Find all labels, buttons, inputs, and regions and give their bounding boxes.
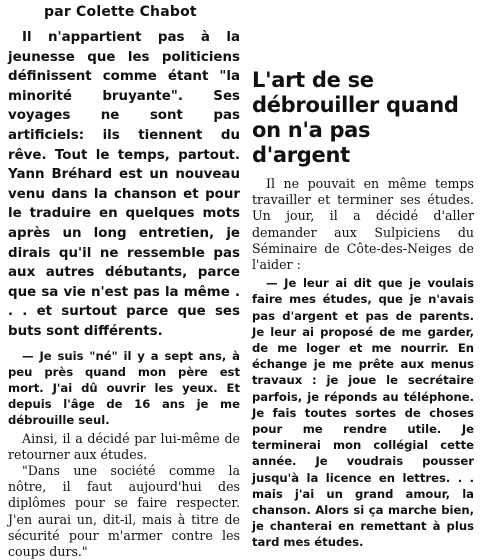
quote-paragraph-1: — Je suis "né" il y a sept ans, à peu près quand mon père est mort. J'ai dû ouvrir les yeux. Et depuis l'âge de 16 ans je me débrouille seul. <box>8 348 240 428</box>
right-column <box>252 4 474 551</box>
byline: par Colette Chabot <box>44 4 197 20</box>
headline: L'art de se débrouiller quand on n'a pas d'argent <box>252 68 459 167</box>
paragraph-il-ne-pouvait: Il ne pouvait en même temps travailler et terminer ses études. Un jour, il a décidé d'aller demander aux Sulpiciens du Séminaire de Côte-des-Neiges de l'aider : <box>252 176 474 273</box>
paragraph-dans-une-societe: "Dans une société comme la nôtre, il faut aujourd'hui des diplômes pour se faire respecter. J'en aurai un, dit-il, mais à titre de sécurité pour m'armer contre les coups durs." <box>8 462 240 559</box>
paragraph-ainsi: Ainsi, il a décidé par lui-même de retourner aux études. <box>8 430 240 462</box>
quote-paragraph-2: — Je leur ai dit que je voulais faire mes études, que je n'avais pas d'argent et pas de parents. Je leur ai proposé de me garder, de me loger et me nourrir. En échange je me prête aux menus travaux : je joue le secrétaire parfois, je réponds au téléphone. Je fais toutes sortes de choses pour me rendre utile. Je terminerai mon collégial cette année. Je voudrais pousser jusqu'à la licence en lettres. . . mais j'ai un grand amour, la chanson. Alors si ça marche bien, je chanterai en remettant à plus tard mes études. <box>252 276 474 550</box>
continued-text-spacer <box>252 4 474 54</box>
intro-paragraph: Il n'appartient pas à la jeunesse que les politiciens définissent comme étant "la minorité bruyante". Ses voyages ne sont pas artificiels: ils tiennent du rêve. Tout le temps, partout. Yann Bréhard est un nouveau venu dans la chanson et pour le traduire en quelques mots après un long entretien, je dirais qu'il ne ressemble pas aux autres débutants, parce que sa vie n'est pas la même . . . et surtout parce que ses buts sont différents. <box>8 30 240 339</box>
left-column <box>8 4 240 560</box>
